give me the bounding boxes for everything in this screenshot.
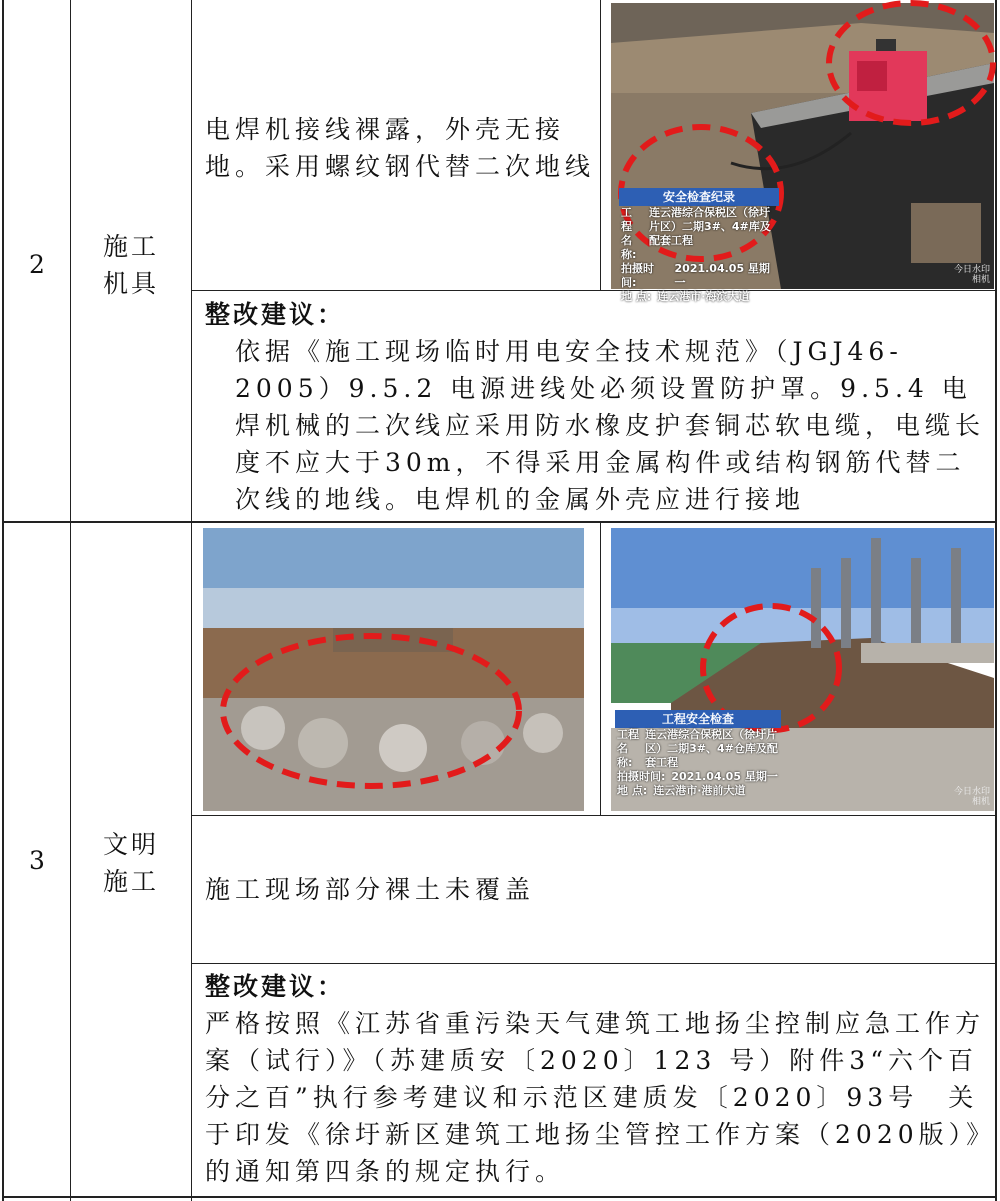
stamp-place-value: 连云港市·港前大道 <box>653 784 746 797</box>
stamp-time-label: 拍摄时间: <box>617 770 666 783</box>
suggestion-text: 严格按照《江苏省重污染天气建筑工地扬尘控制应急工作方案（试行）》（苏建质安〔2020〕123 号）附件3“六个百分之百”执行参考建议和示范区建质发〔2020〕93号 关于印发《徐圩新区建筑工地扬尘管控工作方案（2020版）》的通知第四条的规定执行。 <box>205 1009 986 1186</box>
stamp-project-label: 工程名称: <box>621 206 637 261</box>
row-number: 3 <box>29 846 45 875</box>
stamp-title: 工程安全检查 <box>615 710 781 728</box>
issue-description: 电焊机接线裸露，外壳无接地。采用螺纹钢代替二次地线 <box>205 115 596 181</box>
suggestion-heading: 整改建议： <box>205 972 346 1001</box>
stamp-time-label: 拍摄时间: <box>621 262 654 289</box>
suggestion-heading: 整改建议： <box>205 300 346 329</box>
stamp-place-label: 地 点: <box>621 290 652 303</box>
table-border-right <box>995 0 997 1201</box>
row-divider-main <box>2 521 997 523</box>
stamp-time-value: 2021.04.05 星期一 <box>671 770 778 783</box>
photo-stamp <box>615 710 781 798</box>
column-divider-1 <box>70 0 71 1201</box>
stamp-project-label: 工程名称: <box>617 728 639 769</box>
subrow-divider-r3b <box>191 963 997 964</box>
table-border-bottom <box>2 1196 997 1198</box>
subrow-divider-r3a <box>191 815 997 816</box>
welding-machine-photo <box>611 3 994 303</box>
bare-soil-photo-2 <box>611 528 994 811</box>
photo-stamp <box>619 188 779 304</box>
issue-description: 施工现场部分裸土未覆盖 <box>205 875 536 904</box>
suggestion-block <box>205 968 987 1190</box>
row-category: 施工 机具 <box>102 232 159 298</box>
stamp-project-value: 连云港综合保税区（徐圩片区）二期3#、4#库及配套工程 <box>648 206 771 247</box>
stamp-place-value: 连云港市·海滨大道 <box>657 290 750 303</box>
stamp-title: 安全检查纪录 <box>619 188 779 206</box>
stamp-place-label: 地 点: <box>617 784 648 797</box>
photo-divider-r3 <box>600 523 601 815</box>
photo-divider-r2 <box>600 0 601 290</box>
stamp-time-value: 2021.04.05 星期一 <box>674 262 770 289</box>
camera-watermark: 今日水印 相机 <box>953 265 990 285</box>
bare-soil-photo-1 <box>203 528 584 811</box>
camera-watermark: 今日水印 相机 <box>953 787 990 807</box>
stamp-project-value: 连云港综合保税区（徐圩片区）二期3#、4#仓库及配套工程 <box>645 728 778 769</box>
suggestion-text: 依据《施工现场临时用电安全技术规范》（JGJ46-2005）9.5.2 电源进线处必须设置防护罩。9.5.4 电焊机械的二次线应采用防水橡皮护套铜芯软电缆，电缆长度不应大于30m，不得采用金属构件或结构钢筋代替二次线的地线。电焊机的金属外壳应进行接地 <box>235 337 986 514</box>
table-border-left <box>2 0 4 1201</box>
row-category: 文明 施工 <box>102 830 159 896</box>
subrow-divider-r2 <box>191 290 997 291</box>
row-number: 2 <box>29 250 45 279</box>
suggestion-block <box>205 296 987 518</box>
column-divider-2 <box>191 0 192 1201</box>
